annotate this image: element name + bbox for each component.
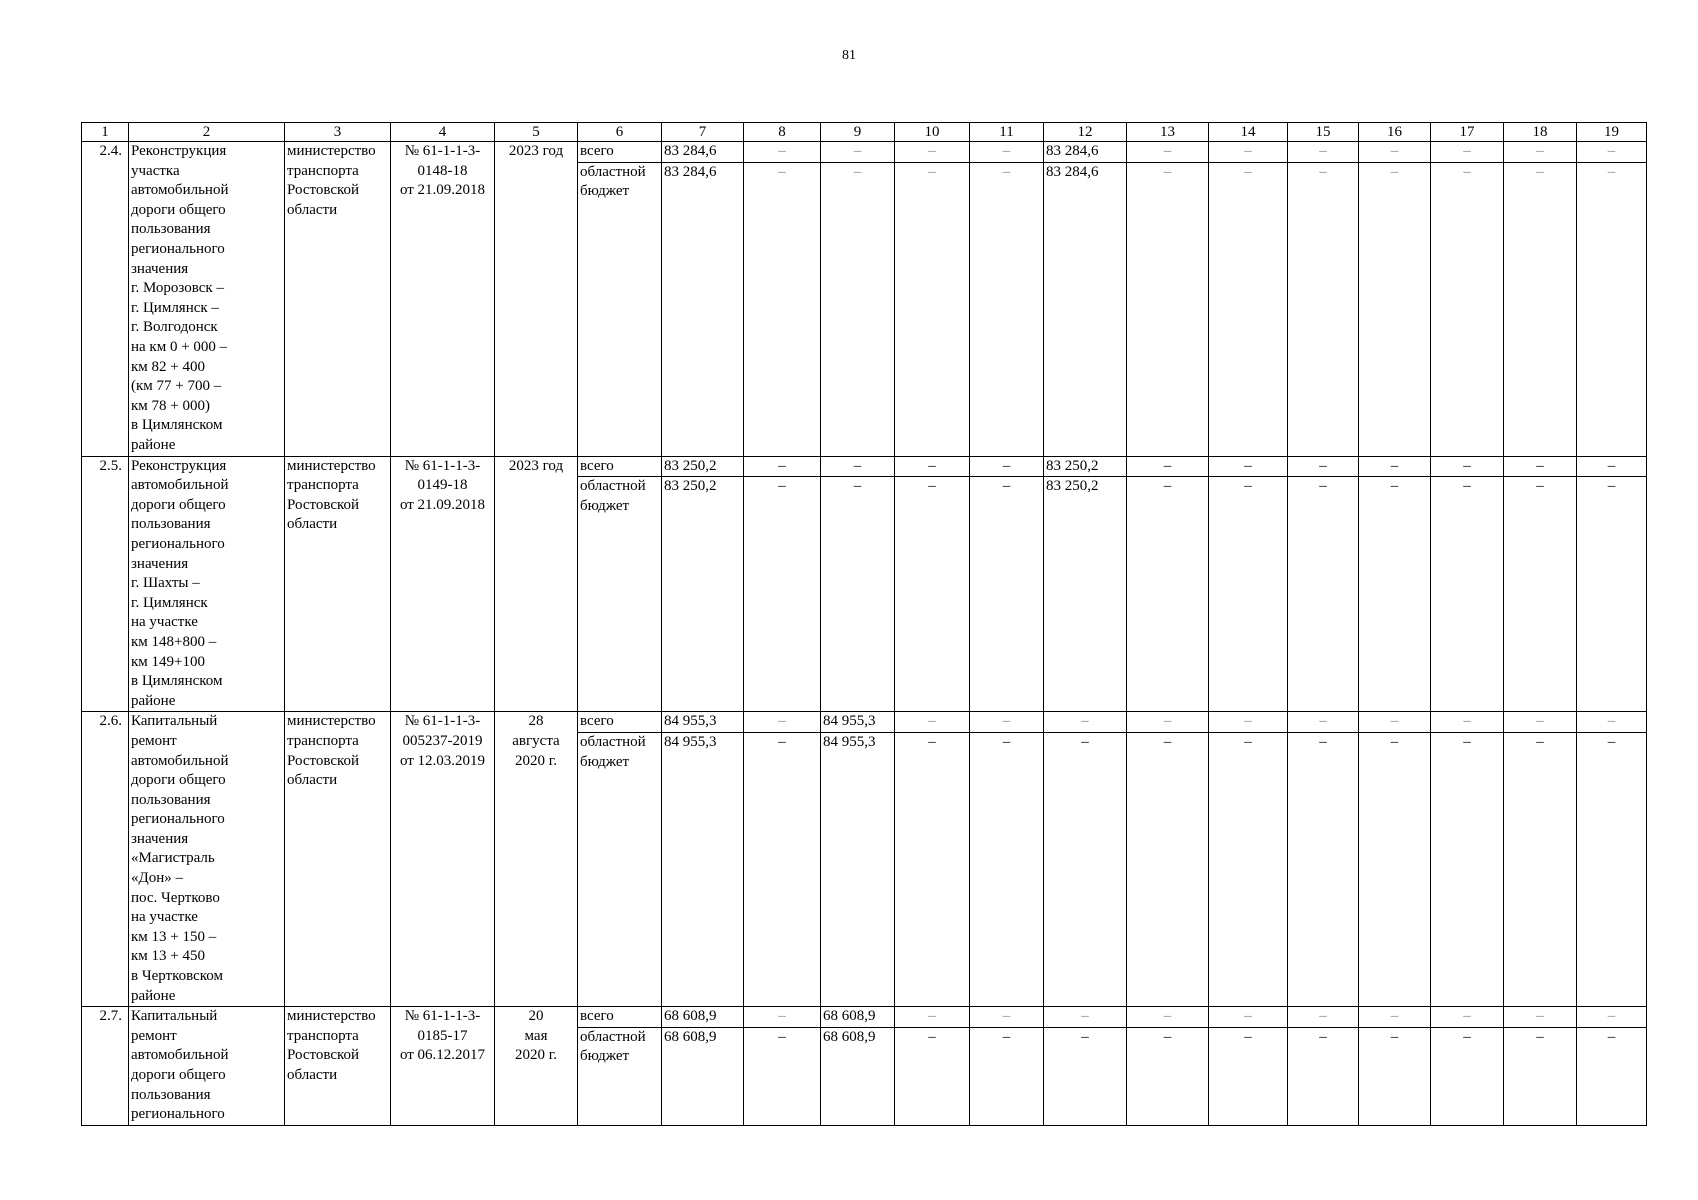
amount-cell: – (1209, 1027, 1288, 1125)
column-number: 10 (895, 123, 970, 142)
table-row (82, 712, 1647, 733)
amount-cell: – (1577, 712, 1647, 733)
amount-cell: – (1127, 712, 1209, 733)
column-number: 9 (821, 123, 895, 142)
amount-cell: – (1359, 1027, 1431, 1125)
column-number: 12 (1044, 123, 1127, 142)
amount-cell: – (744, 456, 821, 477)
amount-cell: – (1209, 733, 1288, 1007)
amount-cell: – (1504, 1007, 1577, 1028)
funding-source: областной бюджет (578, 1027, 662, 1125)
executor: министерство транспорта Ростовской области (285, 712, 391, 1007)
column-number: 2 (129, 123, 285, 142)
column-number: 3 (285, 123, 391, 142)
amount-cell: – (1504, 477, 1577, 712)
amount-cell: 84 955,3 (662, 733, 744, 1007)
amount-cell: – (1577, 162, 1647, 456)
amount-cell: – (1504, 712, 1577, 733)
amount-cell: – (1288, 733, 1359, 1007)
table-row (82, 1007, 1647, 1028)
amount-cell: 83 250,2 (662, 477, 744, 712)
amount-cell: – (1127, 142, 1209, 163)
executor: министерство транспорта Ростовской области (285, 1007, 391, 1126)
amount-cell: – (1431, 142, 1504, 163)
amount-cell: 68 608,9 (821, 1027, 895, 1125)
funding-source: областной бюджет (578, 162, 662, 456)
item-number: 2.6. (82, 712, 129, 1007)
column-number: 16 (1359, 123, 1431, 142)
item-number: 2.4. (82, 142, 129, 457)
amount-cell: – (1359, 733, 1431, 1007)
amount-cell: – (1577, 142, 1647, 163)
amount-cell: – (1577, 477, 1647, 712)
amount-cell: – (970, 477, 1044, 712)
amount-cell: – (1431, 456, 1504, 477)
amount-cell: – (1044, 733, 1127, 1007)
amount-cell: – (1359, 142, 1431, 163)
amount-cell: – (1577, 456, 1647, 477)
amount-cell: – (895, 162, 970, 456)
column-number: 17 (1431, 123, 1504, 142)
executor: министерство транспорта Ростовской области (285, 142, 391, 457)
item-number: 2.5. (82, 456, 129, 712)
column-number-header (82, 123, 1647, 142)
deadline: 2023 год (495, 456, 578, 712)
amount-cell: – (821, 142, 895, 163)
amount-cell: – (744, 1007, 821, 1028)
amount-cell: – (1288, 1007, 1359, 1028)
amount-cell: – (895, 1027, 970, 1125)
amount-cell: – (1359, 1007, 1431, 1028)
amount-cell: – (970, 162, 1044, 456)
amount-cell: – (970, 1007, 1044, 1028)
amount-cell: – (1127, 1027, 1209, 1125)
amount-cell: – (895, 1007, 970, 1028)
amount-cell: – (1359, 162, 1431, 456)
amount-cell: – (970, 142, 1044, 163)
amount-cell: – (1504, 733, 1577, 1007)
amount-cell: – (895, 712, 970, 733)
amount-cell: – (744, 142, 821, 163)
amount-cell: – (1504, 456, 1577, 477)
amount-cell: 84 955,3 (821, 733, 895, 1007)
amount-cell: – (1209, 1007, 1288, 1028)
funding-source: областной бюджет (578, 477, 662, 712)
amount-cell: – (1209, 477, 1288, 712)
deadline: 28 августа 2020 г. (495, 712, 578, 1007)
item-name: Реконструкция участка автомобильной дороги общего пользования регионального значения г. Морозовск – г. Цимлянск – г. Волгодонск на км 0 + 000 – км 82 + 400 (км 77 + 700 – км 78 + 000) в Цимлянском районе (129, 142, 285, 457)
amount-cell: – (1359, 477, 1431, 712)
column-number: 18 (1504, 123, 1577, 142)
column-number: 5 (495, 123, 578, 142)
item-name: Капитальный ремонт автомобильной дороги общего пользования регионального значения «Магистраль «Дон» – пос. Чертково на участке км 13 + 150 – км 13 + 450 в Чертковском районе (129, 712, 285, 1007)
amount-cell: – (1288, 1027, 1359, 1125)
amount-cell: – (1359, 712, 1431, 733)
amount-cell: 68 608,9 (821, 1007, 895, 1028)
amount-cell: 83 250,2 (662, 456, 744, 477)
amount-cell: – (1577, 1027, 1647, 1125)
amount-cell: – (821, 162, 895, 456)
funding-source: областной бюджет (578, 733, 662, 1007)
document-ref: № 61-1-1-3- 005237-2019 от 12.03.2019 (391, 712, 495, 1007)
table-row (82, 456, 1647, 477)
column-number: 13 (1127, 123, 1209, 142)
amount-cell: – (1577, 1007, 1647, 1028)
amount-cell: – (1431, 733, 1504, 1007)
amount-cell: – (895, 142, 970, 163)
funding-source: всего (578, 1007, 662, 1028)
amount-cell: – (821, 477, 895, 712)
column-number: 8 (744, 123, 821, 142)
amount-cell: – (1504, 142, 1577, 163)
document-ref: № 61-1-1-3- 0185-17 от 06.12.2017 (391, 1007, 495, 1126)
item-name: Капитальный ремонт автомобильной дороги общего пользования регионального (129, 1007, 285, 1126)
amount-cell: 68 608,9 (662, 1027, 744, 1125)
amount-cell: – (1431, 477, 1504, 712)
column-number: 19 (1577, 123, 1647, 142)
amount-cell: – (1431, 712, 1504, 733)
amount-cell: – (744, 712, 821, 733)
item-number: 2.7. (82, 1007, 129, 1126)
amount-cell: – (1288, 712, 1359, 733)
amount-cell: – (1127, 162, 1209, 456)
column-number: 7 (662, 123, 744, 142)
document-ref: № 61-1-1-3- 0149-18 от 21.09.2018 (391, 456, 495, 712)
amount-cell: 83 284,6 (1044, 162, 1127, 456)
column-number: 11 (970, 123, 1044, 142)
amount-cell: – (970, 456, 1044, 477)
amount-cell: – (1044, 1027, 1127, 1125)
amount-cell: – (1431, 162, 1504, 456)
amount-cell: – (970, 733, 1044, 1007)
amount-cell: – (1431, 1007, 1504, 1028)
amount-cell: – (1044, 1007, 1127, 1028)
amount-cell: – (1577, 733, 1647, 1007)
item-name: Реконструкция автомобильной дороги общего пользования регионального значения г. Шахты – г. Цимлянск на участке км 148+800 – км 149+100 в Цимлянском районе (129, 456, 285, 712)
amount-cell: 83 250,2 (1044, 456, 1127, 477)
amount-cell: – (1504, 162, 1577, 456)
amount-cell: – (1288, 142, 1359, 163)
deadline: 20 мая 2020 г. (495, 1007, 578, 1126)
budget-table (81, 122, 1647, 1126)
amount-cell: – (744, 477, 821, 712)
amount-cell: – (1288, 162, 1359, 456)
amount-cell: 83 284,6 (1044, 142, 1127, 163)
table-body (82, 142, 1647, 1126)
amount-cell: – (970, 712, 1044, 733)
column-number: 14 (1209, 123, 1288, 142)
amount-cell: – (1288, 456, 1359, 477)
amount-cell: – (1127, 477, 1209, 712)
amount-cell: – (744, 1027, 821, 1125)
column-number: 4 (391, 123, 495, 142)
amount-cell: – (1431, 1027, 1504, 1125)
column-number: 6 (578, 123, 662, 142)
amount-cell: – (821, 456, 895, 477)
amount-cell: – (895, 456, 970, 477)
amount-cell: – (1127, 1007, 1209, 1028)
amount-cell: – (1504, 1027, 1577, 1125)
page-number: 81 (842, 48, 856, 63)
amount-cell: 84 955,3 (821, 712, 895, 733)
column-number: 1 (82, 123, 129, 142)
amount-cell: 83 284,6 (662, 142, 744, 163)
amount-cell: – (1288, 477, 1359, 712)
amount-cell: – (1209, 162, 1288, 456)
amount-cell: – (1044, 712, 1127, 733)
funding-source: всего (578, 142, 662, 163)
amount-cell: – (1127, 456, 1209, 477)
amount-cell: 84 955,3 (662, 712, 744, 733)
executor: министерство транспорта Ростовской области (285, 456, 391, 712)
amount-cell: 83 284,6 (662, 162, 744, 456)
amount-cell: – (1209, 712, 1288, 733)
amount-cell: – (895, 733, 970, 1007)
funding-source: всего (578, 456, 662, 477)
column-number: 15 (1288, 123, 1359, 142)
amount-cell: – (1209, 456, 1288, 477)
amount-cell: – (744, 733, 821, 1007)
amount-cell: – (744, 162, 821, 456)
document-ref: № 61-1-1-3- 0148-18 от 21.09.2018 (391, 142, 495, 457)
table-row (82, 142, 1647, 163)
amount-cell: – (970, 1027, 1044, 1125)
deadline: 2023 год (495, 142, 578, 457)
amount-cell: 83 250,2 (1044, 477, 1127, 712)
amount-cell: – (895, 477, 970, 712)
amount-cell: – (1127, 733, 1209, 1007)
funding-source: всего (578, 712, 662, 733)
amount-cell: 68 608,9 (662, 1007, 744, 1028)
amount-cell: – (1359, 456, 1431, 477)
amount-cell: – (1209, 142, 1288, 163)
